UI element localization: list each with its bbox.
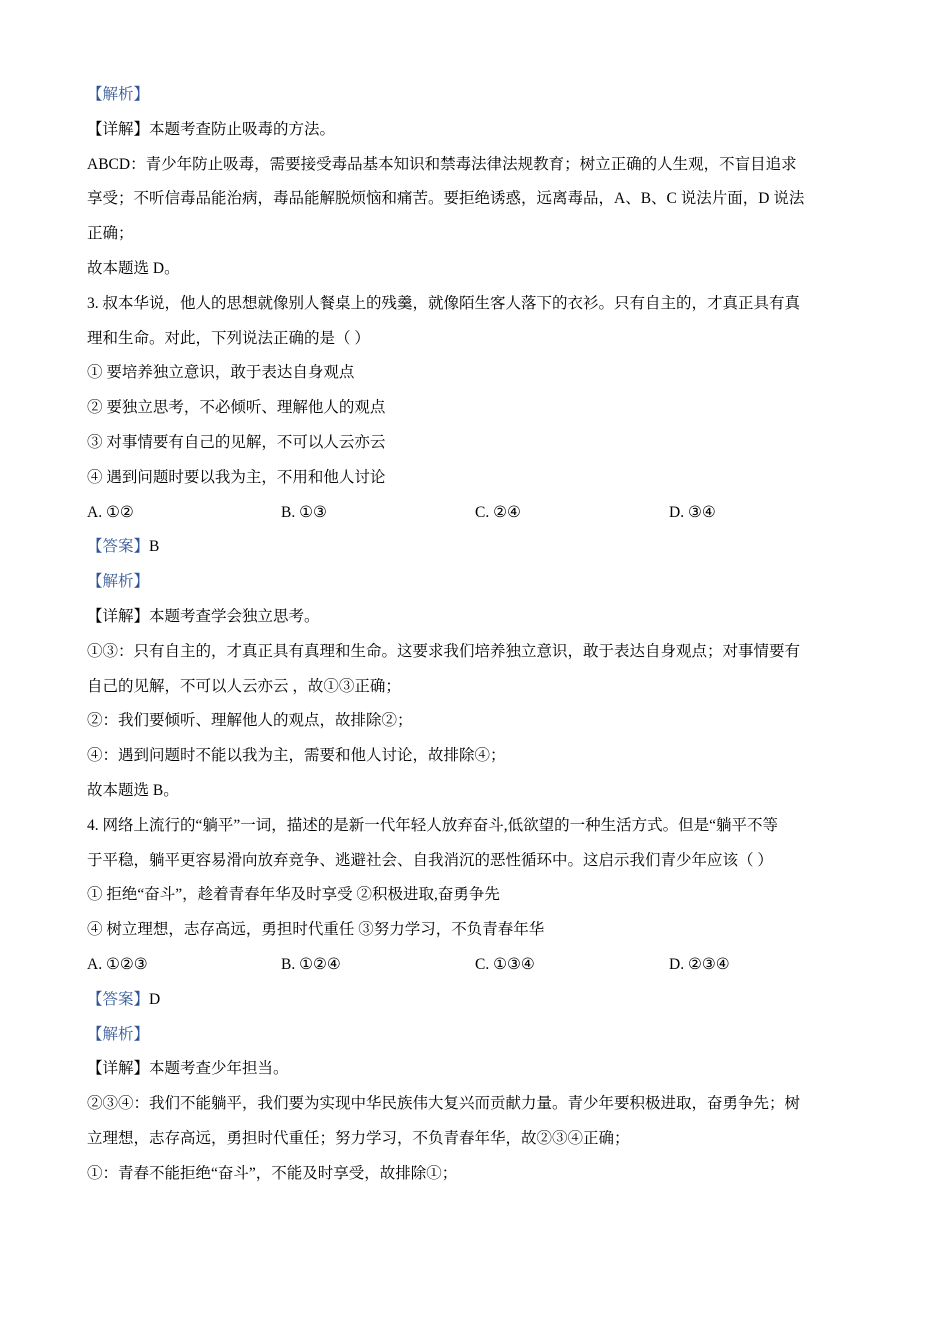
question-4-stem: 4. 网络上流行的“躺平”一词，描述的是新一代年轻人放弃奋斗,低欲望的一种生活方式。但是“躺平不等 — [87, 816, 779, 834]
document-page — [87, 78, 867, 1192]
answer-line — [87, 983, 867, 1018]
answer-options — [87, 496, 867, 531]
statement-item: ① 要培养独立意识，敢于表达自身观点 — [87, 364, 355, 382]
question-3-stem: 理和生命。对此，下列说法正确的是（ ） — [87, 329, 370, 347]
statement-item: ④ 树立理想，志存高远，勇担时代重任 ③努力学习，不负青春年华 — [87, 921, 545, 939]
detail-heading: 【详解】本题考查少年担当。 — [87, 1060, 289, 1078]
answer-line — [87, 530, 867, 565]
option-b: B. ①③ — [281, 503, 327, 521]
statement-item: ② 要独立思考，不必倾听、理解他人的观点 — [87, 399, 386, 417]
explanation-text: 正确； — [87, 225, 134, 243]
explanation-text: ②③④：我们不能躺平，我们要为实现中华民族伟大复兴而贡献力量。青少年要积极进取，奋勇争先；树 — [87, 1095, 801, 1113]
statement-item: ③ 对事情要有自己的见解，不可以人云亦云 — [87, 433, 386, 451]
question-4-stem: 于平稳，躺平更容易滑向放弃竞争、逃避社会、自我消沉的恶性循环中。这启示我们青少年应该（ ） — [87, 851, 773, 869]
option-c: C. ①③④ — [475, 955, 535, 973]
analysis-tag: 【解析】 — [87, 1025, 150, 1043]
answer-value: B — [149, 538, 160, 556]
option-a: A. ①②③ — [87, 955, 148, 973]
explanation-text: ②：我们要倾听、理解他人的观点，故排除②； — [87, 712, 413, 730]
explanation-text: ④：遇到问题时不能以我为主，需要和他人讨论，故排除④； — [87, 747, 506, 765]
option-c: C. ②④ — [475, 503, 521, 521]
analysis-tag: 【解析】 — [87, 573, 150, 591]
option-a: A. ①② — [87, 503, 134, 521]
option-b: B. ①②④ — [281, 955, 341, 973]
explanation-text: 立理想，志存高远，勇担时代重任；努力学习，不负青春年华，故②③④正确； — [87, 1129, 630, 1147]
answer-tag: 【答案】 — [87, 990, 150, 1008]
detail-heading: 【详解】本题考查学会独立思考。 — [87, 607, 320, 625]
statement-item: ① 拒绝“奋斗”，趁着青春年华及时享受 ②积极进取,奋勇争先 — [87, 886, 500, 904]
option-d: D. ②③④ — [669, 955, 730, 973]
explanation-text: ABCD：青少年防止吸毒，需要接受毒品基本知识和禁毒法律法规教育；树立正确的人生观，不盲目追求 — [87, 155, 797, 173]
statement-item: ④ 遇到问题时要以我为主，不用和他人讨论 — [87, 468, 386, 486]
explanation-text: 自己的见解，不可以人云亦云 ，故①③正确； — [87, 677, 401, 695]
conclusion-text: 故本题选 D。 — [87, 259, 180, 277]
detail-heading: 【详解】本题考查防止吸毒的方法。 — [87, 120, 336, 138]
analysis-tag: 【解析】 — [87, 86, 150, 103]
question-3-stem: 3. 叔本华说，他人的思想就像别人餐桌上的残羹，就像陌生客人落下的衣衫。只有自主的，才真正具有真 — [87, 294, 801, 312]
answer-tag: 【答案】 — [87, 538, 150, 556]
explanation-text: ①：青春不能拒绝“奋斗”，不能及时享受，故排除①； — [87, 1164, 458, 1182]
conclusion-text: 故本题选 B。 — [87, 781, 179, 799]
explanation-text: ①③：只有自主的，才真正具有真理和生命。这要求我们培养独立意识，敢于表达自身观点；对事情要有 — [87, 642, 801, 660]
answer-value: D — [149, 990, 161, 1008]
option-d: D. ③④ — [669, 503, 716, 521]
explanation-text: 享受；不听信毒品能治病，毒品能解脱烦恼和痛苦。要拒绝诱惑，远离毒品，A、B、C 说法片面，D 说法 — [87, 190, 805, 208]
answer-options — [87, 948, 867, 983]
